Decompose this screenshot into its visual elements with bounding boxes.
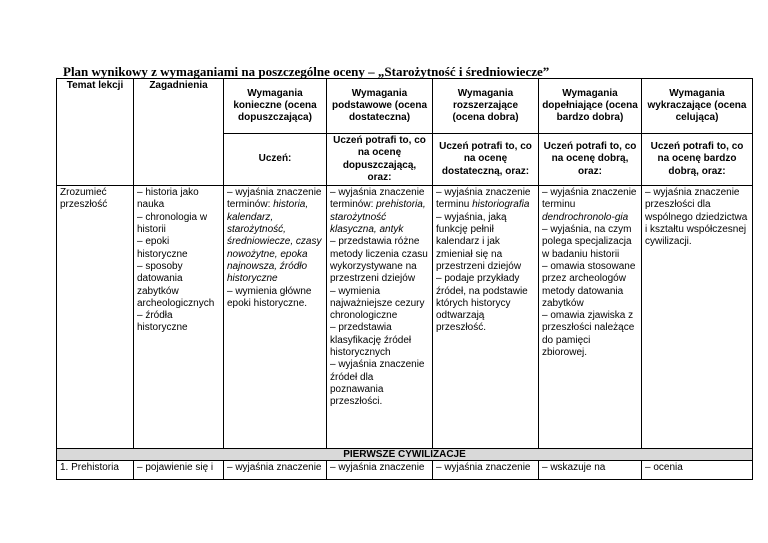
header-issues: Zagadnienia — [134, 79, 224, 186]
req-text: – wyjaśnia znaczenie terminu — [542, 187, 637, 211]
header-row — [57, 79, 753, 134]
req-text: – wymienia najważniejsze cezury chronologiczne — [330, 285, 425, 322]
req-text: – wymienia główne epoki historyczne. — [227, 285, 312, 309]
header-req2: Wymagania podstawowe (ocena dostateczna) — [327, 79, 433, 134]
table-row — [57, 461, 753, 480]
cell-topic: 1. Prehistoria — [57, 461, 134, 480]
req-terms: historia, kalendarz, starożytność, średniowiecze, czasy nowożytne, epoka najnowsza, źródło historyczne — [227, 199, 322, 285]
subheader-req3: Uczeń potrafi to, co na ocenę dostateczną, oraz: — [433, 134, 539, 186]
subheader-req4: Uczeń potrafi to, co na ocenę dobrą, oraz: — [539, 134, 642, 186]
req-text: – wyjaśnia, na czym polega specjalizacja w badaniu historii — [542, 224, 632, 260]
cell-req1 — [224, 186, 327, 449]
document-title: Plan wynikowy z wymaganiami na poszczególne oceny – „Starożytność i średniowiecze” — [63, 64, 550, 79]
cell-req5: – ocenia — [642, 461, 753, 480]
req-text: – przedstawia różne metody liczenia czasu wykorzystywane na przestrzeni dziejów — [330, 236, 428, 285]
cell-topic: Zrozumieć przeszłość — [57, 186, 134, 449]
cell-issues — [134, 186, 224, 449]
req-terms: dendrochronolo-gia — [542, 211, 629, 223]
header-req4: Wymagania dopełniające (ocena bardzo dobra) — [539, 79, 642, 134]
req-text: – wyjaśnia znaczenie terminu — [436, 187, 531, 211]
header-req1: Wymagania konieczne (ocena dopuszczająca) — [224, 79, 327, 134]
req-text: – podaje przykłady źródeł, na podstawie których historycy odtwarzają przeszłość. — [436, 273, 528, 334]
header-topic: Temat lekcji — [57, 79, 134, 186]
cell-req2: – wyjaśnia znaczenie — [327, 461, 433, 480]
req-text: – wyjaśnia znaczenie terminów: — [330, 187, 425, 211]
subheader-req1: Uczeń: — [224, 134, 327, 186]
req-text: – omawia zjawiska z przeszłości należące do pamięci zbiorowej. — [542, 310, 635, 359]
header-req5: Wymagania wykraczające (ocena celująca) — [642, 79, 753, 134]
list-item: – sposoby datowania zabytków archeologicznych — [137, 260, 215, 309]
req-text: – wyjaśnia, jaką funkcję pełnił kalendarz i jak zmieniał się na przestrzeni dziejów — [436, 211, 522, 272]
list-item: – epoki historyczne — [137, 236, 188, 260]
req-terms: prehistoria, starożytność klasyczna, antyk — [330, 199, 426, 236]
cell-req2 — [327, 186, 433, 449]
list-item: – źródła historyczne — [137, 310, 188, 334]
cell-issues: – pojawienie się i — [134, 461, 224, 480]
req-text: – omawia stosowane przez archeologów metody datowania zabytków — [542, 260, 636, 309]
requirements-table — [56, 78, 753, 480]
req-text: – przedstawia klasyfikację źródeł historycznych — [330, 322, 412, 359]
cell-req1: – wyjaśnia znaczenie — [224, 461, 327, 480]
cell-req3: – wyjaśnia znaczenie — [433, 461, 539, 480]
table-row — [57, 186, 753, 449]
header-req3: Wymagania rozszerzające (ocena dobra) — [433, 79, 539, 134]
req-text: – wyjaśnia znaczenie źródeł dla poznawania przeszłości. — [330, 359, 425, 408]
subheader-req2: Uczeń potrafi to, co na ocenę dopuszczającą, oraz: — [327, 134, 433, 186]
req-text: – wyjaśnia znaczenie terminów: — [227, 187, 322, 211]
cell-req4: – wskazuje na — [539, 461, 642, 480]
subheader-req5: Uczeń potrafi to, co na ocenę bardzo dobrą, oraz: — [642, 134, 753, 186]
section-title: PIERWSZE CYWILIZACJE — [57, 449, 753, 461]
list-item: – chronologia w historii — [137, 211, 208, 236]
section-row — [57, 449, 753, 461]
list-item: – historia jako nauka — [137, 187, 199, 211]
req-terms: historiografia — [472, 199, 530, 211]
cell-req5: – wyjaśnia znaczenie przeszłości dla wspólnego dziedzictwa i kształtu współczesnej cywilizacji. — [642, 186, 753, 449]
cell-req4 — [539, 186, 642, 449]
cell-req3 — [433, 186, 539, 449]
